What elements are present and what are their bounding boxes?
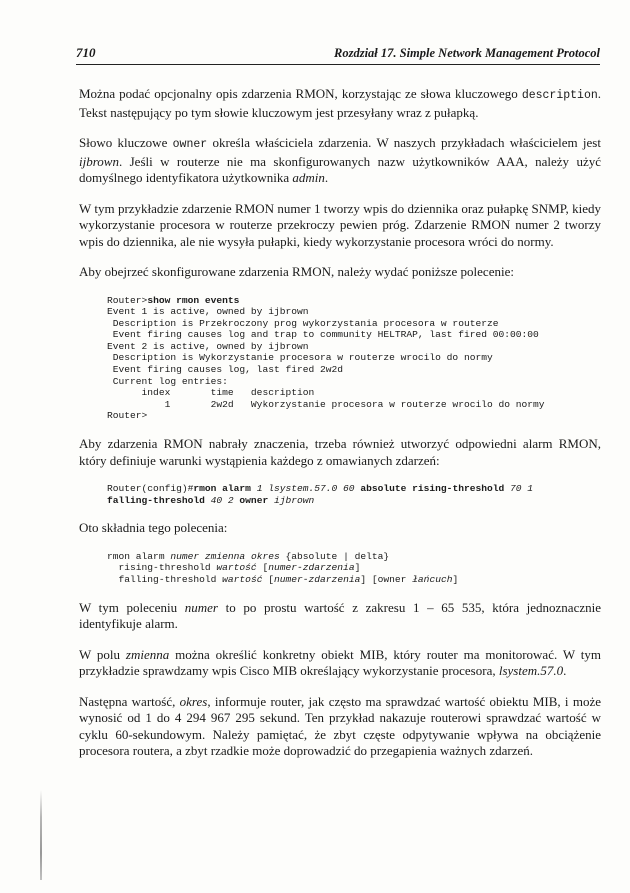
scan-edge-mark <box>40 790 42 880</box>
code-block-show-rmon: Router>show rmon events Event 1 is active, owned by ijbrown Description is Przekroczony prog wykorzystania procesora w routerze Event firing causes log and trap to community HELTRAP, last fired 00:00:00 Event 2 is active, owned by ijbrown Description is Wykorzystanie procesora w routerze wrocilo do normy Event firing causes log, last fired 2w2d Current log entries: index time description 1 2w2d Wykorzystanie procesora w routerze wrocilo do normy Router> <box>107 294 545 422</box>
paragraph-show-intro: Aby obejrzeć skonfigurowane zdarzenia RMON, należy wydać poniższe polecenie: <box>79 264 514 279</box>
page-header <box>76 44 600 65</box>
running-head: Rozdział 17. Simple Network Management Protocol <box>334 46 600 60</box>
paragraph-owner: Słowo kluczowe owner określa właściciela zdarzenia. W naszych przykładach właścicielem jest ijbrown. Jeśli w routerze nie ma skonfigurowanych nazw użytkowników AAA, należy użyć domyślnego identyfikatora użytkownika admin. <box>79 135 601 185</box>
inline-code: owner <box>172 138 208 151</box>
paragraph-zmienna: W polu zmienna można określić konkretny obiekt MIB, który router ma monitorować. W tym przykładzie sprawdzamy wpis Cisco MIB określający wykorzystanie procesora, lsystem.57.0. <box>79 646 602 678</box>
paragraph-numer: W tym poleceniu numer to po prostu wartość z zakresu 1 – 65 535, która jednoznacznie identyfikuje alarm. <box>79 599 601 631</box>
paragraph-alarm-intro: Aby zdarzenia RMON nabrały znaczenia, trzeba również utworzyć odpowiedni alarm RMON, który definiuje warunki wystąpienia każdego z omawianych zdarzeń: <box>79 436 601 468</box>
paragraph-example: W tym przykładzie zdarzenie RMON numer 1 tworzy wpis do dziennika oraz pułapkę SNMP, kiedy wykorzystanie procesora w routerze przekroczy pewien próg. Zdarzenie RMON numer 2 tworzy wpis do dziennika, ale nie wysyła pułapki, kiedy wykorzystanie procesora wróci do normy. <box>79 200 601 249</box>
paragraph-syntax-intro: Oto składnia tego polecenia: <box>79 520 228 536</box>
paragraph-description: Można podać opcjonalny opis zdarzenia RMON, korzystając ze słowa kluczowego description. Tekst następujący po tym słowie kluczowym jest przesyłany wraz z pułapką. <box>79 86 601 120</box>
inline-code: description <box>521 89 598 102</box>
page-body <box>79 86 601 774</box>
code-block-syntax: rmon alarm numer zmienna okres {absolute | delta} rising-threshold wartość [numer-zdarzenia] falling-threshold wartość [numer-zdarzenia] [owner łańcuch] <box>107 550 459 585</box>
page-number: 710 <box>76 45 96 60</box>
code-block-rmon-alarm: Router(config)#rmon alarm 1 lsystem.57.0 60 absolute rising-threshold 70 1 falling-threshold 40 2 owner ijbrown <box>107 483 534 506</box>
paragraph-okres: Następna wartość, okres, informuje router, jak często ma sprawdzać wartość obiektu MIB, i może wynosić od 1 do 4 294 967 295 sekund. Ten przykład nakazuje routerowi sprawdzać wartość w cyklu 60-sekundowym. Należy pamiętać, że zbyt częste odpytywanie wpływa na obciążenie procesora routera, a zbyt rzadkie może doprowadzić do przegapienia ważnych zdarzeń. <box>79 693 601 758</box>
